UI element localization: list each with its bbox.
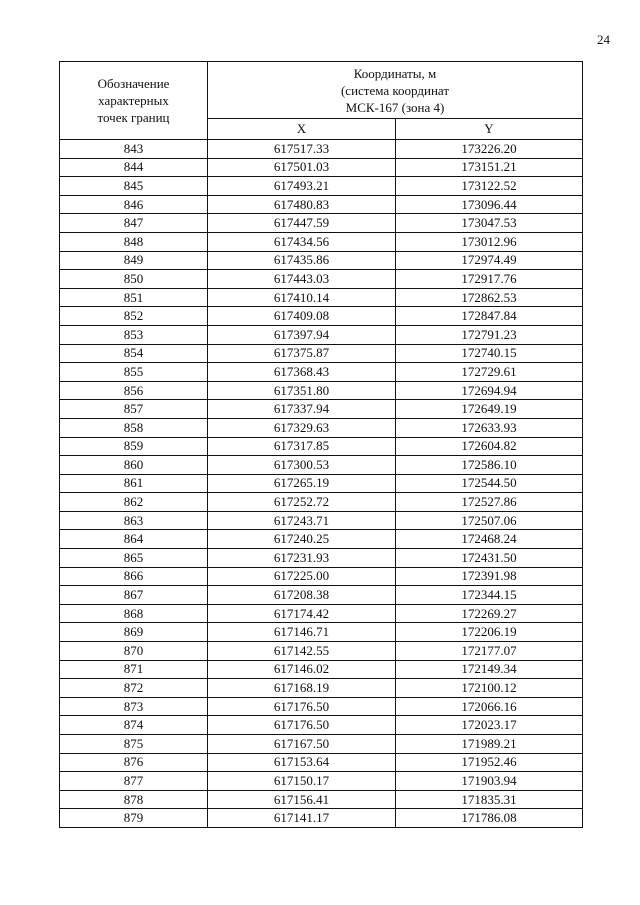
- y-coordinate-cell: 172862.53: [396, 288, 583, 307]
- table-row: [60, 232, 583, 251]
- table-row: [60, 418, 583, 437]
- y-coordinate-cell: 171835.31: [396, 790, 583, 809]
- table-row: [60, 753, 583, 772]
- y-coordinate-cell: 173096.44: [396, 195, 583, 214]
- y-coordinate-cell: 172431.50: [396, 549, 583, 568]
- point-header-line-2: характерных: [98, 93, 169, 108]
- table-row: [60, 716, 583, 735]
- x-coordinate-cell: 617176.50: [208, 697, 396, 716]
- table-row: [60, 140, 583, 159]
- y-coordinate-cell: 172586.10: [396, 456, 583, 475]
- coordinates-table: [59, 61, 583, 828]
- x-coordinate-cell: 617174.42: [208, 604, 396, 623]
- x-coordinate-cell: 617447.59: [208, 214, 396, 233]
- x-coordinate-cell: 617329.63: [208, 418, 396, 437]
- x-coordinate-cell: 617434.56: [208, 232, 396, 251]
- y-coordinate-cell: 172391.98: [396, 567, 583, 586]
- y-coordinate-cell: 173226.20: [396, 140, 583, 159]
- table-row: [60, 456, 583, 475]
- x-coordinate-cell: 617252.72: [208, 493, 396, 512]
- x-coordinate-cell: 617300.53: [208, 456, 396, 475]
- point-number-cell: 859: [60, 437, 208, 456]
- x-coordinate-cell: 617351.80: [208, 381, 396, 400]
- point-number-cell: 847: [60, 214, 208, 233]
- table-row: [60, 474, 583, 493]
- page-number: 24: [597, 32, 610, 47]
- y-coordinate-cell: 172544.50: [396, 474, 583, 493]
- table-row: [60, 604, 583, 623]
- table-row: [60, 400, 583, 419]
- y-coordinate-cell: 172149.34: [396, 660, 583, 679]
- point-number-cell: 851: [60, 288, 208, 307]
- table-row: [60, 325, 583, 344]
- point-number-cell: 861: [60, 474, 208, 493]
- table-row: [60, 660, 583, 679]
- table-row: [60, 642, 583, 661]
- x-coordinate-cell: 617409.08: [208, 307, 396, 326]
- point-number-cell: 872: [60, 679, 208, 698]
- point-number-cell: 857: [60, 400, 208, 419]
- point-number-cell: 845: [60, 177, 208, 196]
- point-number-cell: 870: [60, 642, 208, 661]
- y-coordinate-cell: 172729.61: [396, 363, 583, 382]
- point-number-cell: 863: [60, 511, 208, 530]
- point-number-cell: 864: [60, 530, 208, 549]
- table-row: [60, 623, 583, 642]
- table-row: [60, 158, 583, 177]
- point-number-cell: 850: [60, 270, 208, 289]
- point-number-cell: 873: [60, 697, 208, 716]
- coords-header-line-2: (система координат: [340, 82, 450, 98]
- x-coordinate-cell: 617243.71: [208, 511, 396, 530]
- point-number-cell: 860: [60, 456, 208, 475]
- y-coordinate-cell: 171952.46: [396, 753, 583, 772]
- y-coordinate-cell: 172177.07: [396, 642, 583, 661]
- x-coordinate-cell: 617150.17: [208, 772, 396, 791]
- point-number-cell: 853: [60, 325, 208, 344]
- x-coordinate-cell: 617368.43: [208, 363, 396, 382]
- y-coordinate-cell: 172066.16: [396, 697, 583, 716]
- y-coordinate-cell: 172974.49: [396, 251, 583, 270]
- y-coordinate-cell: 172507.06: [396, 511, 583, 530]
- x-coordinate-cell: 617493.21: [208, 177, 396, 196]
- table-row: [60, 772, 583, 791]
- x-coordinate-cell: 617375.87: [208, 344, 396, 363]
- x-coordinate-cell: 617435.86: [208, 251, 396, 270]
- x-column-header: X: [208, 119, 396, 140]
- point-number-cell: 846: [60, 195, 208, 214]
- x-coordinate-cell: 617141.17: [208, 809, 396, 828]
- y-coordinate-cell: 172917.76: [396, 270, 583, 289]
- point-number-cell: 876: [60, 753, 208, 772]
- table-row: [60, 735, 583, 754]
- y-coordinate-cell: 172206.19: [396, 623, 583, 642]
- point-number-cell: 862: [60, 493, 208, 512]
- y-coordinate-cell: 172694.94: [396, 381, 583, 400]
- point-header-line-1: Обозначение: [97, 76, 170, 91]
- point-number-cell: 843: [60, 140, 208, 159]
- point-number-cell: 874: [60, 716, 208, 735]
- y-coordinate-cell: 173047.53: [396, 214, 583, 233]
- point-number-cell: 875: [60, 735, 208, 754]
- y-coordinate-cell: 172633.93: [396, 418, 583, 437]
- y-coordinate-cell: 172847.84: [396, 307, 583, 326]
- y-coordinate-cell: 171989.21: [396, 735, 583, 754]
- table-row: [60, 511, 583, 530]
- table-row: [60, 177, 583, 196]
- point-number-cell: 869: [60, 623, 208, 642]
- x-coordinate-cell: 617317.85: [208, 437, 396, 456]
- point-number-cell: 879: [60, 809, 208, 828]
- x-coordinate-cell: 617153.64: [208, 753, 396, 772]
- x-coordinate-cell: 617225.00: [208, 567, 396, 586]
- point-number-cell: 858: [60, 418, 208, 437]
- y-coordinate-cell: 173122.52: [396, 177, 583, 196]
- x-coordinate-cell: 617517.33: [208, 140, 396, 159]
- table-row: [60, 530, 583, 549]
- y-coordinate-cell: 171786.08: [396, 809, 583, 828]
- table-row: [60, 214, 583, 233]
- y-coordinate-cell: 172344.15: [396, 586, 583, 605]
- x-coordinate-cell: 617142.55: [208, 642, 396, 661]
- table-row: [60, 363, 583, 382]
- y-coordinate-cell: 173151.21: [396, 158, 583, 177]
- table-body: [60, 140, 583, 828]
- point-designation-header: [60, 62, 208, 140]
- table-row: [60, 437, 583, 456]
- x-coordinate-cell: 617146.71: [208, 623, 396, 642]
- x-coordinate-cell: 617231.93: [208, 549, 396, 568]
- table-row: [60, 567, 583, 586]
- y-coordinate-cell: 172269.27: [396, 604, 583, 623]
- coords-header-line-3: МСК-167 (зона 4): [345, 99, 445, 115]
- x-coordinate-cell: 617337.94: [208, 400, 396, 419]
- y-coordinate-cell: 172791.23: [396, 325, 583, 344]
- table-row: [60, 251, 583, 270]
- point-number-cell: 856: [60, 381, 208, 400]
- coords-header-line-1: Координаты, м: [353, 65, 437, 81]
- table-row: [60, 344, 583, 363]
- table-row: [60, 679, 583, 698]
- table-row: [60, 586, 583, 605]
- x-coordinate-cell: 617240.25: [208, 530, 396, 549]
- y-coordinate-cell: 171903.94: [396, 772, 583, 791]
- x-coordinate-cell: 617397.94: [208, 325, 396, 344]
- y-column-header: Y: [396, 119, 583, 140]
- y-coordinate-cell: 172468.24: [396, 530, 583, 549]
- y-coordinate-cell: 172740.15: [396, 344, 583, 363]
- point-number-cell: 849: [60, 251, 208, 270]
- table-row: [60, 270, 583, 289]
- table-row: [60, 288, 583, 307]
- point-number-cell: 848: [60, 232, 208, 251]
- point-number-cell: 844: [60, 158, 208, 177]
- point-number-cell: 877: [60, 772, 208, 791]
- x-coordinate-cell: 617176.50: [208, 716, 396, 735]
- point-number-cell: 868: [60, 604, 208, 623]
- table-row: [60, 381, 583, 400]
- x-coordinate-cell: 617265.19: [208, 474, 396, 493]
- point-header-line-3: точек границ: [97, 110, 170, 125]
- table-row: [60, 790, 583, 809]
- table-row: [60, 809, 583, 828]
- point-number-cell: 871: [60, 660, 208, 679]
- coordinates-header: [208, 62, 583, 119]
- point-number-cell: 866: [60, 567, 208, 586]
- point-number-cell: 852: [60, 307, 208, 326]
- table-row: [60, 307, 583, 326]
- x-coordinate-cell: 617208.38: [208, 586, 396, 605]
- x-coordinate-cell: 617443.03: [208, 270, 396, 289]
- x-coordinate-cell: 617156.41: [208, 790, 396, 809]
- x-coordinate-cell: 617501.03: [208, 158, 396, 177]
- y-coordinate-cell: 173012.96: [396, 232, 583, 251]
- point-number-cell: 878: [60, 790, 208, 809]
- table-row: [60, 195, 583, 214]
- table-row: [60, 697, 583, 716]
- x-coordinate-cell: 617167.50: [208, 735, 396, 754]
- table-row: [60, 493, 583, 512]
- point-number-cell: 855: [60, 363, 208, 382]
- point-number-cell: 865: [60, 549, 208, 568]
- x-coordinate-cell: 617168.19: [208, 679, 396, 698]
- point-number-cell: 854: [60, 344, 208, 363]
- y-coordinate-cell: 172604.82: [396, 437, 583, 456]
- y-coordinate-cell: 172100.12: [396, 679, 583, 698]
- y-coordinate-cell: 172649.19: [396, 400, 583, 419]
- x-coordinate-cell: 617410.14: [208, 288, 396, 307]
- point-number-cell: 867: [60, 586, 208, 605]
- table-row: [60, 549, 583, 568]
- x-coordinate-cell: 617480.83: [208, 195, 396, 214]
- y-coordinate-cell: 172023.17: [396, 716, 583, 735]
- y-coordinate-cell: 172527.86: [396, 493, 583, 512]
- x-coordinate-cell: 617146.02: [208, 660, 396, 679]
